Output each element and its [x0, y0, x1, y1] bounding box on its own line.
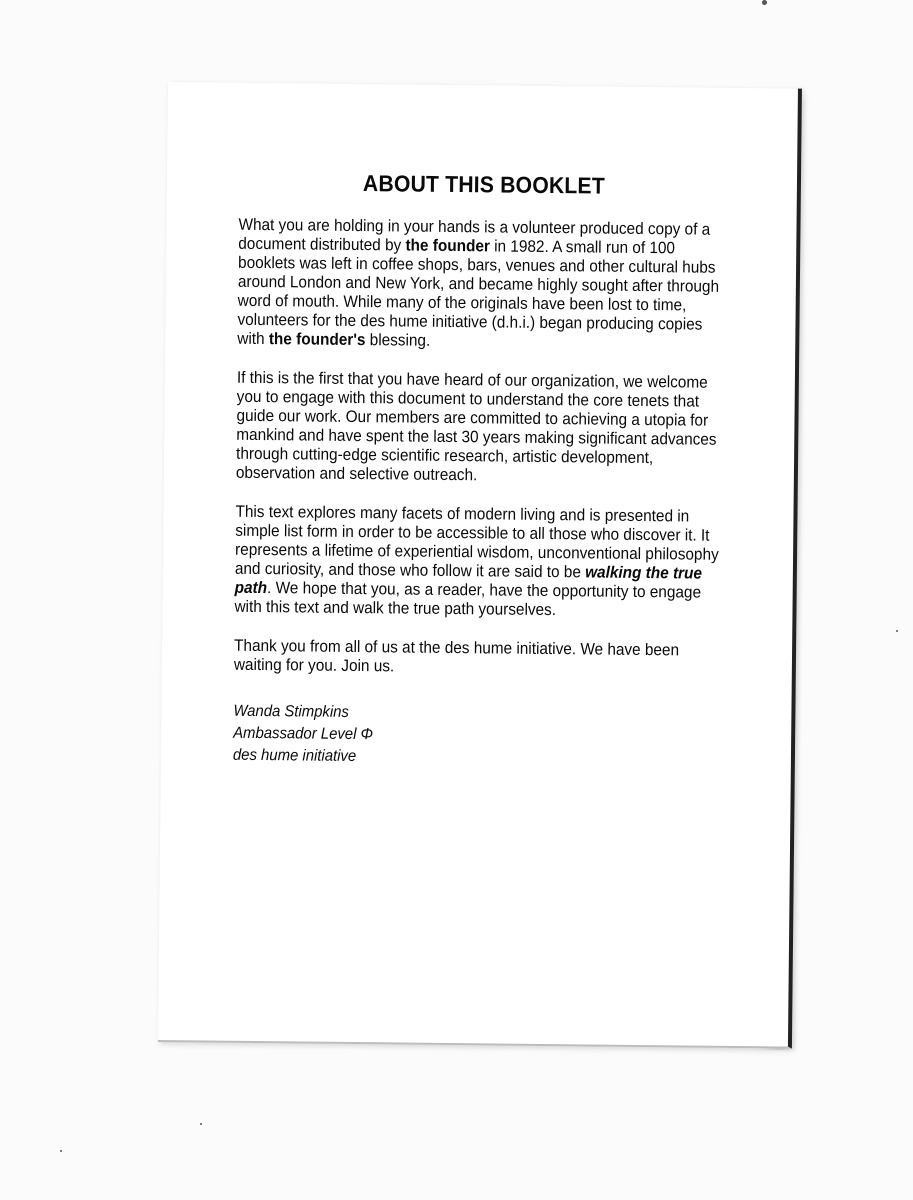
dust-speck	[60, 1150, 62, 1152]
true-path-paragraph	[234, 503, 726, 622]
signature-block	[233, 701, 689, 772]
true-path-text-1: This text explores many facets of modern living and is presented in simple list form in order to be accessible to all those who discover it. It represents a lifetime of experiential wisdom, unconventional philosophy and curiosity, and those who follow it are said to be	[234, 502, 719, 582]
dust-speck	[200, 1123, 202, 1125]
organization-paragraph: If this is the first that you have heard of our organization, we welcome you to engage with this document to understand the core tenets that guide our work. Our members are committed to achieving a utopia for mankind and have spent the last 30 years making significant advances through cutting-edge scientific research, artistic development, observation and selective outreach.	[235, 368, 717, 485]
page-title: ABOUT THIS BOOKLET	[362, 170, 606, 199]
true-path-emphasis: walking the true path	[234, 563, 703, 598]
booklet-page	[158, 82, 802, 1049]
founders-emphasis: the founder's	[268, 330, 366, 350]
page-content	[233, 169, 729, 772]
signature-role: Ambassador Level Φ	[233, 724, 374, 744]
signature-organization: des hume initiative	[232, 746, 357, 766]
intro-text-2: in 1982. A small run of 100 booklets was left in coffee shops, bars, venues and other cultural hubs around London and New York, and became highly sought after through word of mouth. While many of the originals have been lost to time, volunteers for the des hume initiative (d.h.i.) began producing copies with	[237, 237, 720, 349]
dust-speck	[896, 630, 898, 632]
dust-speck	[762, 0, 767, 5]
true-path-text-2: . We hope that you, as a reader, have the opportunity to engage with this text and walk the true path yourselves.	[234, 579, 702, 620]
signature-name: Wanda Stimpkins	[233, 702, 350, 721]
founder-emphasis: the founder	[405, 236, 490, 256]
intro-text-1: What you are holding in your hands is a volunteer produced copy of a document distributed by	[238, 215, 711, 255]
intro-paragraph	[237, 216, 729, 354]
intro-text-3: blessing.	[365, 331, 431, 350]
thank-you-paragraph: Thank you from all of us at the des hume initiative. We have been waiting for you. Join us.	[233, 636, 680, 676]
